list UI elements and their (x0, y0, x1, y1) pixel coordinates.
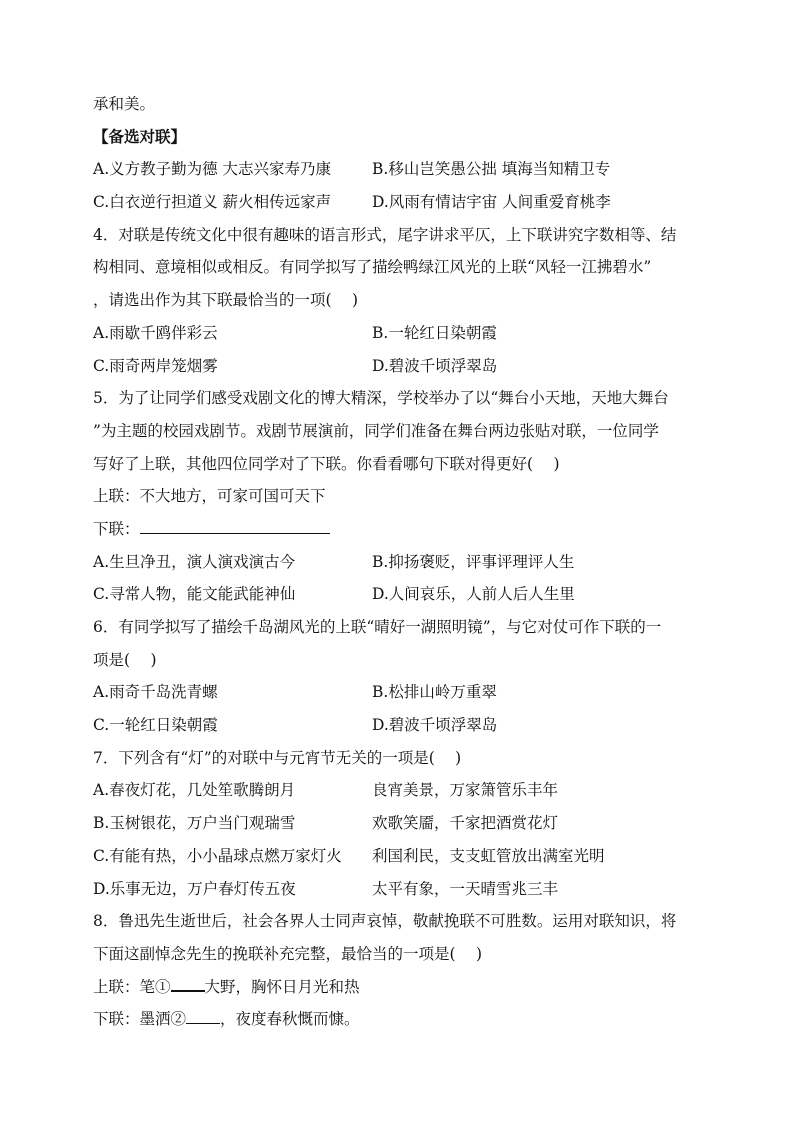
q4-line-2: 构相同、意境相似或相反。有同学拟写了描绘鸭绿江风光的上联“风轻一江拂碧水” (93, 258, 652, 277)
q8-line-1: 8．鲁迅先生逝世后，社会各界人士同声哀悼，敬献挽联不可胜数。运用对联知识，将 (93, 912, 677, 931)
q8-upper-couplet (93, 971, 705, 1004)
option-row (93, 350, 705, 383)
option-d: D.碧波千顷浮翠岛 (372, 356, 498, 375)
option-row (93, 676, 705, 709)
document-page (93, 88, 705, 1036)
backup-heading: 【备选对联】 (93, 127, 187, 146)
option-c: C.寻常人物，能文能武能神仙 (93, 585, 296, 604)
option-row (93, 807, 705, 840)
q5-line-1: 5．为了让同学们感受戏剧文化的博大精深，学校举办了以“舞台小天地，天地大舞台 (93, 389, 669, 408)
option-c: C.白衣逆行担道义 薪火相传远家声 (93, 193, 332, 212)
option-b: B.抑扬褒贬，评事评理评人生 (372, 552, 575, 571)
q6-line-1: 6．有同学拟写了描绘千岛湖风光的上联“晴好一湖照明镜”，与它对仗可作下联的一 (93, 618, 662, 636)
option-row (93, 578, 705, 611)
option-d: D.风雨有情诘宇宙 人间重爱育桃李 (372, 193, 611, 212)
option-c: C.雨奇两岸笼烟雾 (93, 356, 218, 375)
answer-blank-2[interactable] (186, 1005, 220, 1024)
option-row (93, 317, 705, 350)
option-row (93, 153, 705, 186)
option-row (93, 709, 705, 742)
q5-lower-couplet (93, 513, 705, 546)
q8-lower-start: 下联：墨洒② (93, 1010, 187, 1029)
q8-upper-end: 大野，胸怀日月光和热 (204, 977, 360, 996)
intro-tail: 承和美。 (93, 95, 156, 113)
option-a: A.雨奇千岛洗青螺 (93, 683, 218, 702)
option-d-lower: 太平有象，一天晴雪兆三丰 (372, 879, 559, 898)
q4-line-1: 4．对联是传统文化中很有趣味的语言形式，尾字讲求平仄，上下联讲究字数相等、结 (93, 225, 677, 244)
option-a: A.义方教子勤为德 大志兴家寿乃康 (93, 160, 332, 179)
q5-line-3: 写好了上联，其他四位同学对了下联。你看看哪句下联对得更好( ) (93, 454, 560, 473)
q8-upper-start: 上联：笔① (93, 977, 171, 996)
option-row (93, 774, 705, 807)
option-d: D.人间哀乐，人前人后人生里 (372, 585, 575, 604)
option-b: B.移山岂笑愚公拙 填海当知精卫专 (372, 160, 611, 179)
option-row (93, 546, 705, 579)
option-b-upper: B.玉树银花，万户当门观瑞雪 (93, 814, 296, 833)
option-c-lower: 利国利民，支支虹管放出满室光明 (372, 846, 605, 865)
option-d-upper: D.乐事无边，万户春灯传五夜 (93, 879, 296, 898)
q8-lower-end: ，夜度春秋慨而慷。 (220, 1010, 360, 1029)
option-a: A.雨歇千鸥伴彩云 (93, 323, 218, 342)
q8-lower-couplet (93, 1003, 705, 1036)
q6-line-2: 项是( ) (93, 650, 157, 669)
option-row (93, 873, 705, 906)
q4-line-3: ，请选出作为其下联最恰当的一项( ) (93, 291, 359, 310)
q5-lower-label: 下联： (93, 519, 140, 538)
option-a: A.生旦净丑，演人演戏演古今 (93, 552, 296, 571)
q5-line-2: ”为主题的校园戏剧节。戏剧节展演前，同学们准备在舞台两边张贴对联，一位同学 (93, 421, 659, 440)
answer-blank[interactable] (140, 515, 330, 534)
option-a-lower: 良宵美景，万家箫管乐丰年 (372, 781, 559, 800)
option-b: B.松排山岭万重翠 (372, 683, 497, 702)
option-row (93, 840, 705, 873)
option-c: C.一轮红日染朝霞 (93, 716, 218, 735)
option-d: D.碧波千顷浮翠岛 (372, 716, 498, 735)
q7-line: 7．下列含有“灯”的对联中与元宵节无关的一项是( ) (93, 748, 462, 767)
q8-line-2: 下面这副悼念先生的挽联补充完整，最恰当的一项是( ) (93, 944, 483, 963)
answer-blank-1[interactable] (171, 972, 205, 992)
option-row (93, 186, 705, 219)
option-c-upper: C.有能有热，小小晶球点燃万家灯火 (93, 846, 342, 865)
q5-upper-couplet: 上联：不大地方，可家可国可天下 (93, 487, 326, 506)
option-b-lower: 欢歌笑靥，千家把酒赏花灯 (372, 814, 559, 833)
option-b: B.一轮红日染朝霞 (372, 323, 497, 342)
option-a-upper: A.春夜灯花，几处笙歌腾朗月 (93, 781, 296, 800)
